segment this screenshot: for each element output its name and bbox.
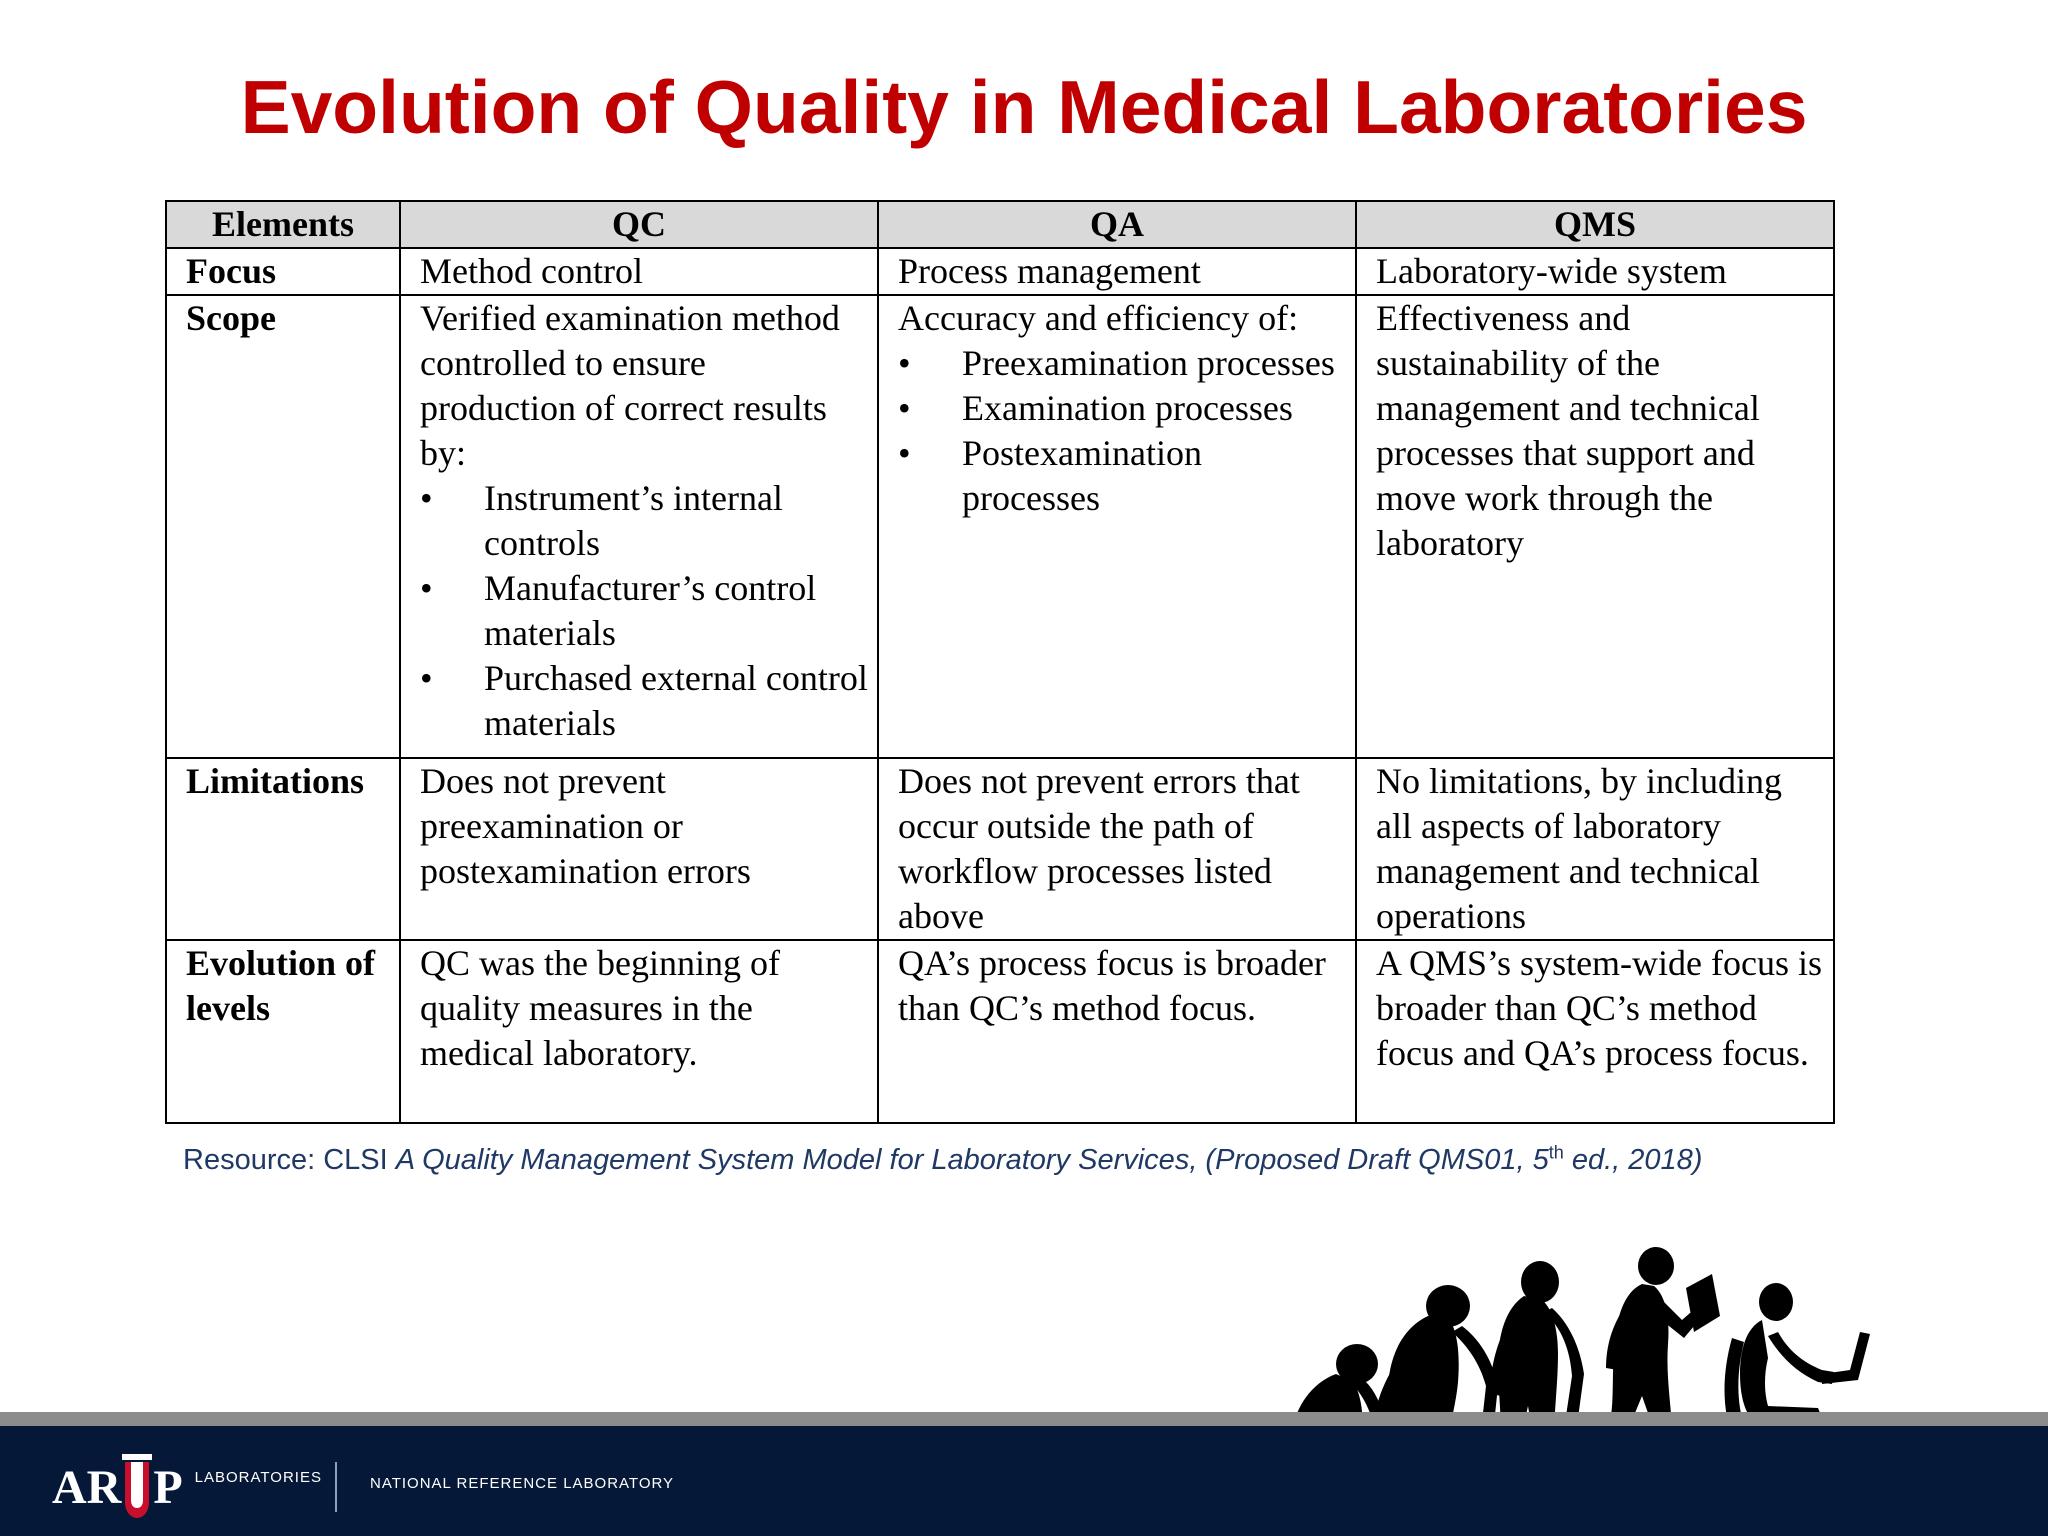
- table-row-scope: [166, 295, 1834, 758]
- table-row-focus: [166, 248, 1834, 295]
- evolution-qa-cell: QA’s process focus is broader than QC’s method focus.: [878, 940, 1356, 1123]
- scope-qa-cell: [878, 295, 1356, 758]
- bullet-icon: •: [898, 343, 911, 383]
- scope-qc-intro: Verified examination method controlled to ensure production of correct results by:: [420, 298, 840, 473]
- footer-vertical-divider: [335, 1462, 337, 1512]
- list-item-text: Purchased external control materials: [484, 658, 868, 743]
- list-item: [420, 566, 869, 656]
- scope-qa-intro: Accuracy and efficiency of:: [898, 298, 1299, 338]
- scope-qc-list: [420, 476, 869, 746]
- focus-qms-cell: Laboratory-wide system: [1356, 248, 1834, 295]
- row-label-scope: Scope: [166, 295, 400, 758]
- logo-subtitle: LABORATORIES: [194, 1469, 322, 1486]
- arup-logo-icon: [52, 1448, 322, 1518]
- bullet-icon: •: [898, 388, 911, 428]
- list-item-text: Examination processes: [962, 388, 1293, 428]
- logo-text-right: P: [153, 1461, 183, 1514]
- quality-comparison-table: [165, 200, 1835, 1124]
- list-item: [898, 341, 1347, 386]
- table-row-evolution: [166, 940, 1834, 1123]
- resource-suffix: ed., 2018): [1563, 1144, 1703, 1176]
- row-label-evolution: Evolution of levels: [166, 940, 400, 1123]
- list-item-text: Preexamination processes: [962, 343, 1335, 383]
- scope-qa-list: [898, 341, 1347, 521]
- header-qa: QA: [878, 201, 1356, 248]
- logo-u-icon: [122, 1454, 152, 1518]
- footer-bar: [0, 1426, 2048, 1536]
- row-label-focus: Focus: [166, 248, 400, 295]
- resource-citation: [183, 1140, 1702, 1180]
- bullet-icon: •: [898, 433, 911, 473]
- bullet-icon: •: [420, 658, 433, 698]
- limitations-qms-cell: No limitations, by including all aspects of laboratory management and technical operations: [1356, 758, 1834, 940]
- list-item-text: Manufacturer’s control materials: [484, 568, 817, 653]
- list-item: [420, 476, 869, 566]
- scope-qms-cell: Effectiveness and sustainability of the management and technical processes that support and move work through the laboratory: [1356, 295, 1834, 758]
- bullet-icon: •: [420, 478, 433, 518]
- limitations-qa-cell: Does not prevent errors that occur outside the path of workflow processes listed above: [878, 758, 1356, 940]
- slide-title: Evolution of Quality in Medical Laboratories: [240, 65, 1808, 149]
- list-item-text: Postexamination processes: [962, 433, 1202, 518]
- focus-qa-cell: Process management: [878, 248, 1356, 295]
- table-row-limitations: [166, 758, 1834, 940]
- list-item: [420, 656, 869, 746]
- logo-u-icon: [122, 1454, 152, 1518]
- scope-qc-cell: [400, 295, 878, 758]
- resource-title: A Quality Management System Model for Laboratory Services, (Proposed Draft QMS01, 5: [395, 1144, 1549, 1176]
- header-qms: QMS: [1356, 201, 1834, 248]
- limitations-qc-cell: Does not prevent preexamination or postexamination errors: [400, 758, 878, 940]
- footer-tagline: NATIONAL REFERENCE LABORATORY: [370, 1475, 675, 1492]
- table-header-row: [166, 201, 1834, 248]
- bullet-icon: •: [420, 568, 433, 608]
- list-item: [898, 431, 1347, 521]
- list-item: [898, 386, 1347, 431]
- resource-prefix: Resource: CLSI: [183, 1144, 396, 1176]
- row-label-limitations: Limitations: [166, 758, 400, 940]
- header-elements: Elements: [166, 201, 400, 248]
- evolution-qc-cell: QC was the beginning of quality measures in the medical laboratory.: [400, 940, 878, 1123]
- resource-sup: th: [1548, 1142, 1564, 1163]
- evolution-qms-cell: A QMS’s system-wide focus is broader than QC’s method focus and QA’s process focus.: [1356, 940, 1834, 1123]
- focus-qc-cell: Method control: [400, 248, 878, 295]
- logo-text-left: AR: [52, 1461, 122, 1514]
- footer-divider-line: [0, 1412, 2048, 1426]
- list-item-text: Instrument’s internal controls: [484, 478, 783, 563]
- header-qc: QC: [400, 201, 878, 248]
